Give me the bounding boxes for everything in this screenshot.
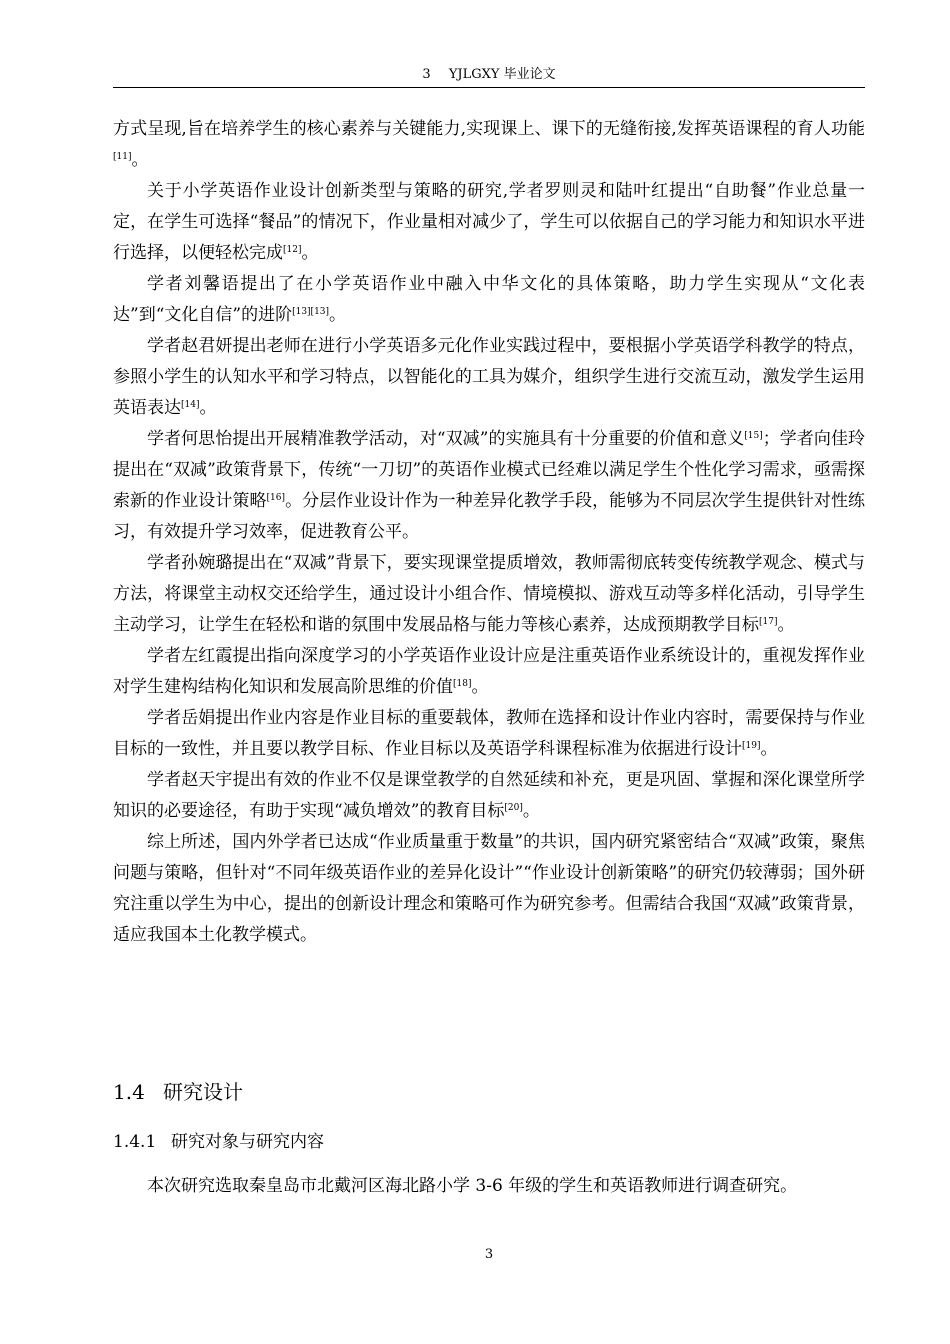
paragraph-end: 。 [301,243,319,263]
citation: [12] [283,245,302,255]
paragraph-text: 学者赵君妍提出老师在进行小学英语多元化作业实践过程中，要根据小学英语学科教学的特点，参照小学生的认知水平和学习特点，以智能化的工具为媒介，组织学生进行交流互动，激发学生运用英语表达 [113,336,865,418]
citation: [17] [759,617,778,627]
header-title: YJLGXY 毕业论文 [448,67,556,82]
subsection-number: 1.4.1 [113,1132,157,1152]
paragraph [113,765,865,827]
citation: [19] [742,741,761,751]
paragraph-end: 。 [471,677,489,697]
citation: [16] [266,493,286,503]
paragraph [113,641,865,703]
paragraph-text: 关于小学英语作业设计创新类型与策略的研究,学者罗则灵和陆叶红提出“自助餐”作业总量一定，在学生可选择“餐品”的情况下，作业量相对减少了，学生可以依据自己的学习能力和知识水平进行选择，以便轻松完成 [113,181,865,263]
section-title: 研究设计 [163,1080,243,1104]
subsection-title: 研究对象与研究内容 [171,1132,324,1152]
header-rule [113,87,865,88]
paragraph-end: 。 [329,305,347,325]
paragraph-text: 学者何思怡提出开展精准教学活动，对“双减”的实施具有十分重要的价值和意义 [147,429,745,449]
paragraph [113,114,865,176]
paragraph-end: 。 [131,150,149,170]
page-number-footer: 3 [484,1247,494,1262]
citation: [11] [113,152,132,162]
paragraph-text: ；学者向佳玲提出在“双减”政策背景下，传统“一刀切”的英语作业模式已经难以满足学生个性化学习需求，亟需探索新的作业设计策略 [113,429,865,511]
paragraph-text: 综上所述，国内外学者已达成“作业质量重于数量”的共识，国内研究紧密结合“双减”政策，聚焦问题与策略，但针对“不同年级英语作业的差异化设计”“作业设计创新策略”的研究仍较薄弱；国外研究注重以学生为中心，提出的创新设计理念和策略可作为研究参考。但需结合我国“双减”政策背景，适应我国本土化教学模式。 [113,832,865,945]
paragraph [113,424,865,548]
paragraph-end: 。 [777,615,795,635]
paragraph-text: 学者孙婉璐提出在“双减”背景下，要实现课堂提质增效，教师需彻底转变传统教学观念、模式与方法，将课堂主动权交还给学生，通过设计小组合作、情境模拟、游戏互动等多样化活动，引导学生主动学习，让学生在轻松和谐的氛围中发展品格与能力等核心素养，达成预期教学目标 [113,553,865,635]
citation: [15] [744,431,763,441]
section-heading [113,1077,243,1107]
citation: [18] [453,679,472,689]
running-header [113,66,865,84]
paragraph-text: 学者刘馨语提出了在小学英语作业中融入中华文化的具体策略，助力学生实现从“文化表达”到“文化自信”的进阶 [113,274,865,325]
paragraph-text: 学者岳娟提出作业内容是作业目标的重要载体，教师在选择和设计作业内容时，需要保持与作业目标的一致性，并且要以教学目标、作业目标以及英语学科课程标准为依据进行设计 [113,708,865,759]
paragraph-text: 学者左红霞提出指向深度学习的小学英语作业设计应是注重英语作业系统设计的，重视发挥作业对学生建构结构化知识和发展高阶思维的价值 [113,646,865,697]
paragraph: 本次研究选取秦皇岛市北戴河区海北路小学 3-6 年级的学生和英语教师进行调查研究。 [147,1176,798,1196]
citation: [14] [181,400,200,410]
paragraph-text: 方式呈现,旨在培养学生的核心素养与关键能力,实现课上、课下的无缝衔接,发挥英语课程的育人功能 [113,119,865,139]
paragraph [113,331,865,424]
paragraph-end: 。 [522,801,540,821]
paragraph [113,269,865,331]
paragraph [113,827,865,951]
paragraph-end: 。 [760,739,778,759]
paragraph-end: 。分层作业设计作为一种差异化教学手段，能够为不同层次学生提供针对性练习，有效提升学习效率，促进教育公平。 [113,491,866,542]
citation: [20] [504,803,523,813]
section-number: 1.4 [113,1080,145,1104]
subsection-heading [113,1129,324,1155]
header-page-number: 3 [422,67,431,82]
paragraph-text: 学者赵天宇提出有效的作业不仅是课堂教学的自然延续和补充，更是巩固、掌握和深化课堂所学知识的必要途径，有助于实现“减负增效”的教育目标 [113,770,865,821]
paragraph-end: 。 [199,398,217,418]
paragraph [113,703,865,765]
paragraph [113,176,865,269]
paragraph [113,548,865,641]
citation: [13][13] [292,307,330,317]
body-text [113,114,865,951]
